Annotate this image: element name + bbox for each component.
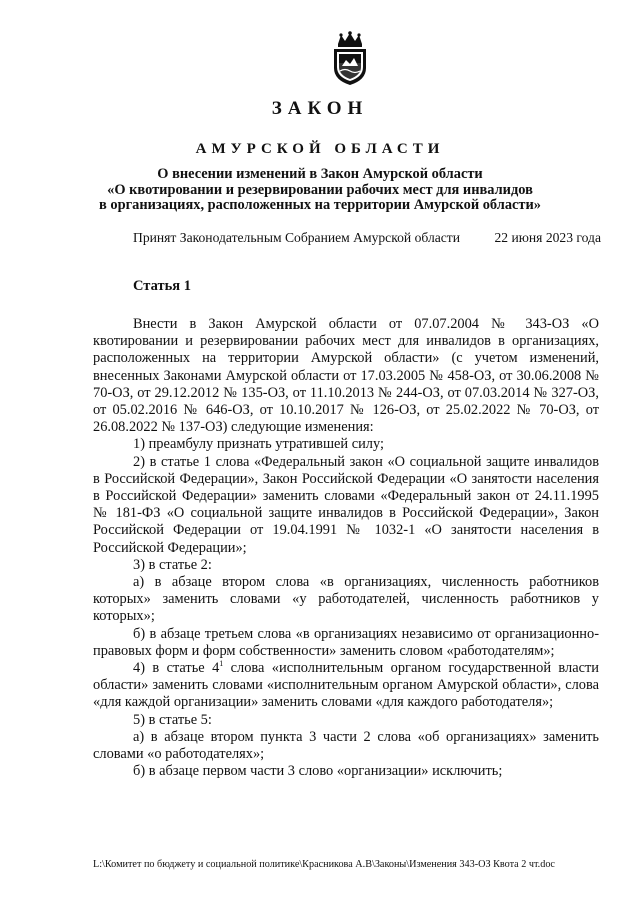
adopted-date: 22 июня 2023 года <box>494 230 601 245</box>
paragraph: а) в абзаце втором пункта 3 части 2 слова «об организациях» заменить словами «о работодателях»; <box>93 728 599 763</box>
law-subtitle <box>60 167 580 214</box>
superscript: 1 <box>219 659 224 669</box>
subtitle-line: «О квотировании и резервировании рабочих мест для инвалидов <box>107 181 533 198</box>
file-path-footer: L:\Комитет по бюджету и социальной политике\Красникова А.В\Законы\Изменения 343-ОЗ Квота 2 чт.doc <box>93 859 555 870</box>
paragraph: 2) в статье 1 слова «Федеральный закон «О социальной защите инвалидов в Российской Федерации», Закон Российской Федерации «О занятости населения в Российской Федерации» заменить словами «Федеральный закон от 24.11.1995 № 181-ФЗ «О социальной защите инвалидов в Российской Федерации», Закон Российской Федерации от 19.04.1991 № 1032-1 «О занятости населения в Российской Федерации»; <box>93 453 599 556</box>
law-heading: ЗАКОН <box>271 98 369 119</box>
paragraph: 5) в статье 5: <box>133 711 212 728</box>
paragraph <box>93 660 599 712</box>
paragraph-text: слова «исполнительным органом государственной власти области» заменить словами «исполнительным органом Амурской области», слова «для каждой организации» заменить словами «для каждого работодателя»; <box>93 660 599 711</box>
paragraph: б) в абзаце третьем слова «в организациях независимо от организационно-правовых форм и форм собственности» заменить словом «работодателям»; <box>93 625 599 659</box>
subtitle-line: О внесении изменений в Закон Амурской области <box>157 166 483 182</box>
adoption-line <box>133 230 601 246</box>
article-body <box>93 316 599 780</box>
subtitle-line: в организациях, расположенных на территории Амурской области» <box>99 197 541 213</box>
article-title: Статья 1 <box>133 278 191 294</box>
paragraph: 3) в статье 2: <box>133 556 212 573</box>
region-heading: АМУРСКОЙ ОБЛАСТИ <box>195 141 445 157</box>
paragraph: а) в абзаце втором слова «в организациях, численность работников которых» заменить словами «у работодателей, численность работников у которых»; <box>93 574 599 625</box>
paragraph-text: 4) в статье 4 <box>133 660 220 677</box>
paragraph: б) в абзаце первом части 3 слово «организации» исключить; <box>133 763 503 780</box>
coat-of-arms-icon <box>330 30 370 86</box>
paragraph: 1) преамбулу признать утратившей силу; <box>133 436 384 453</box>
paragraph: Внести в Закон Амурской области от 07.07.2004 № 343-ОЗ «О квотировании и резервировании рабочих мест для инвалидов в организациях, расположенных на территории Амурской области» (с учетом изменений, внесенных Законами Амурской области от 17.03.2005 № 458-ОЗ, от 30.06.2008 № 70-ОЗ, от 29.12.2012 № 135-ОЗ, от 11.10.2013 № 244-ОЗ, от 07.03.2014 № 327-ОЗ, от 05.02.2016 № 646-ОЗ, от 10.10.2017 № 126-ОЗ, от 25.02.2022 № 70-ОЗ, от 26.08.2022 № 137-ОЗ) следующие изменения: <box>93 316 599 436</box>
adopted-by: Принят Законодательным Собранием Амурской области <box>133 230 461 245</box>
